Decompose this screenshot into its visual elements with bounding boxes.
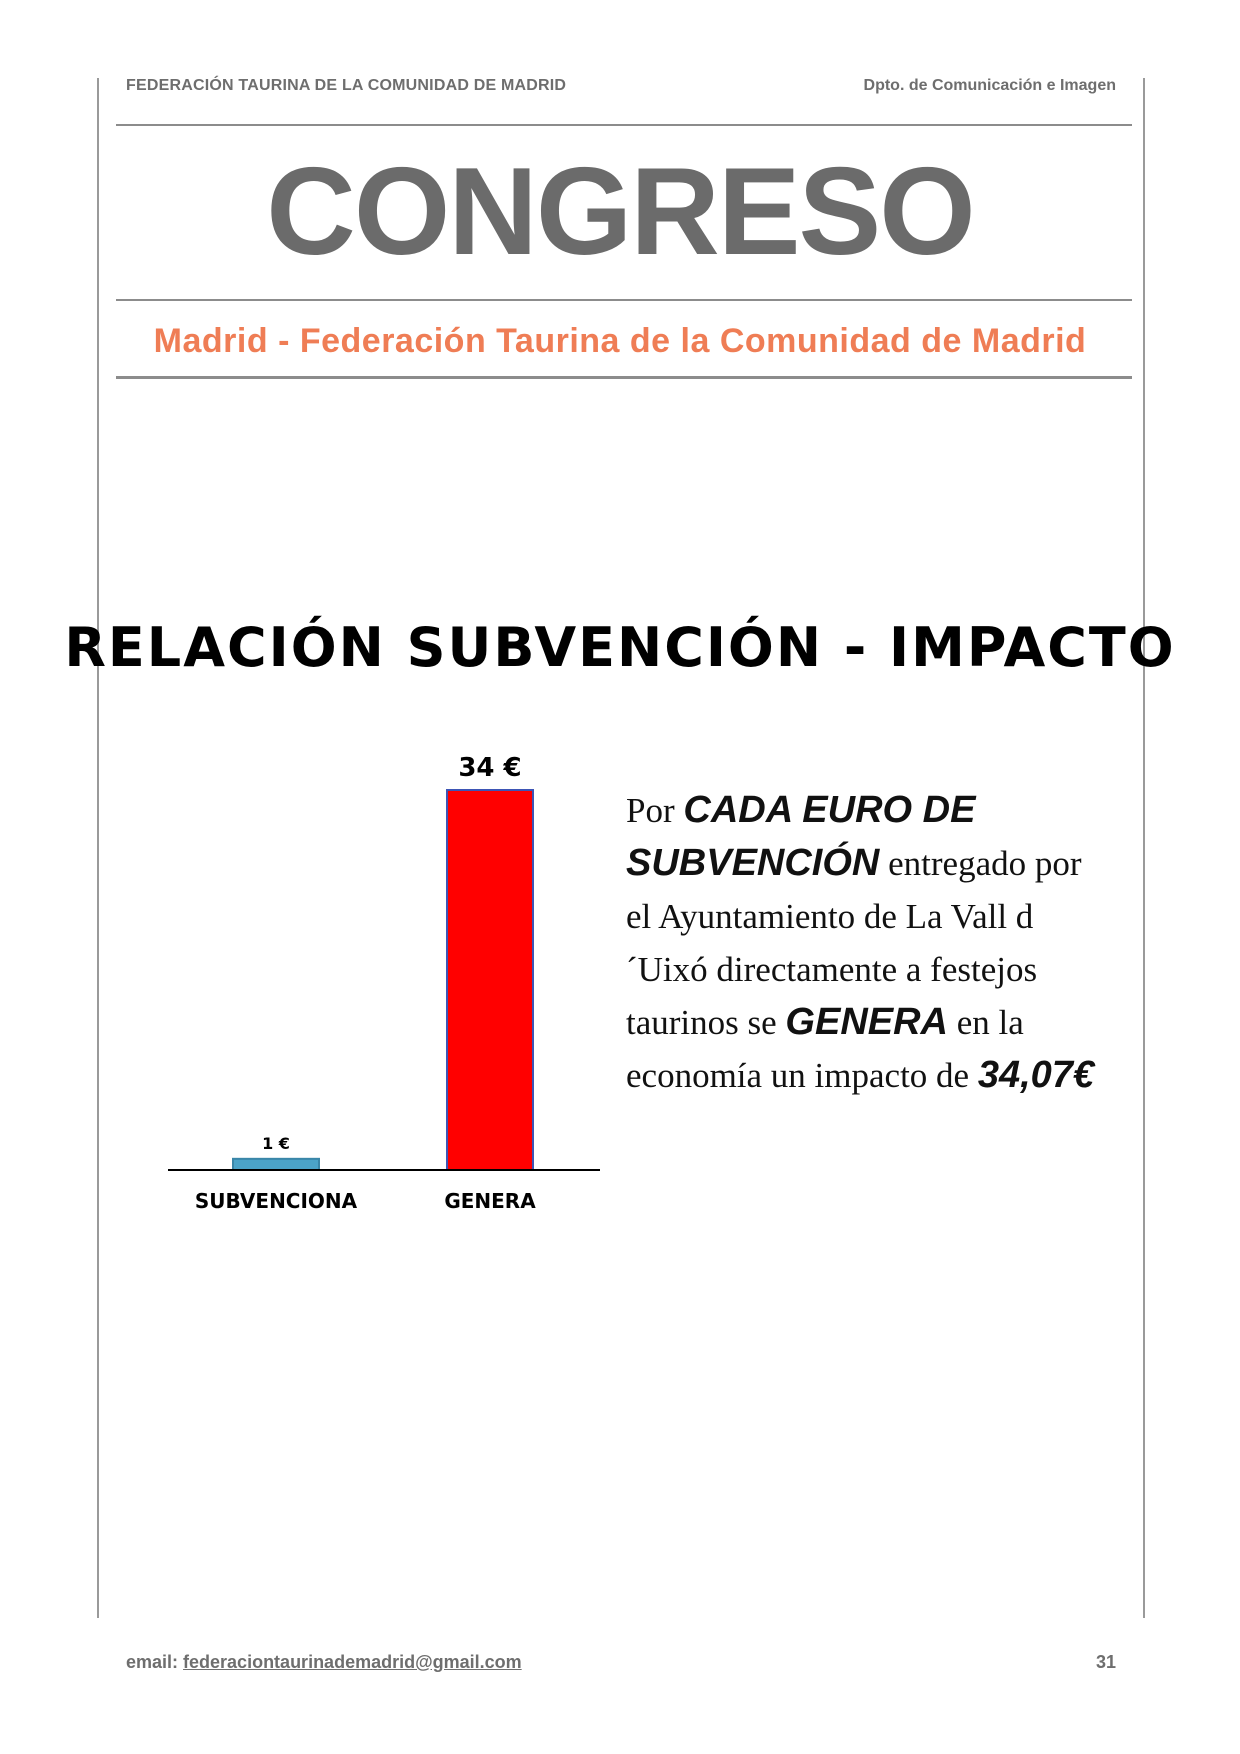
title-rule xyxy=(116,299,1132,301)
data-label-subvenciona: 1 € xyxy=(262,1133,290,1153)
category-label-subvenciona: SUBVENCIONA xyxy=(194,1189,358,1213)
body-text-3: en la economía un impacto de xyxy=(626,1003,1024,1095)
section-title: RELACIÓN SUBVENCIÓN - IMPACTO xyxy=(64,616,1176,679)
subtitle: Madrid - Federación Taurina de la Comunidad de Madrid xyxy=(153,322,1087,360)
subtitle-rule xyxy=(116,376,1132,379)
header-rule xyxy=(116,124,1132,126)
body-emphasis-genera: GENERA xyxy=(785,1001,948,1043)
body-emphasis-amount: 34,07€ xyxy=(977,1054,1095,1096)
header-organization: FEDERACIÓN TAURINA DE LA COMUNIDAD DE MADRID xyxy=(126,77,567,94)
body-emphasis-cada-euro: CADA EURO DE SUBVENCIÓN xyxy=(626,789,976,884)
page-number: 31 xyxy=(1096,1652,1117,1672)
bar-chart xyxy=(150,740,610,1230)
header-department: Dpto. de Comunicación e Imagen xyxy=(863,77,1116,94)
body-paragraph xyxy=(626,784,1096,1102)
body-text-2: entregado por el Ayuntamiento de La Vall d´Uixó directamente a festejos taurinos se xyxy=(626,844,1082,1042)
footer-email-link[interactable]: federaciontaurinademadrid@gmail.com xyxy=(183,1652,522,1672)
data-label-genera: 34 € xyxy=(458,753,522,783)
category-label-genera: GENERA xyxy=(444,1189,536,1213)
footer-email xyxy=(126,1652,522,1673)
bar-subvenciona xyxy=(233,1159,319,1170)
bar-genera xyxy=(447,790,533,1170)
left-margin-line xyxy=(97,78,99,1618)
footer-email-label: email: xyxy=(126,1652,184,1672)
body-text-1: Por xyxy=(626,791,684,830)
right-margin-line xyxy=(1143,78,1145,1618)
page-title: CONGRESO xyxy=(266,143,974,281)
